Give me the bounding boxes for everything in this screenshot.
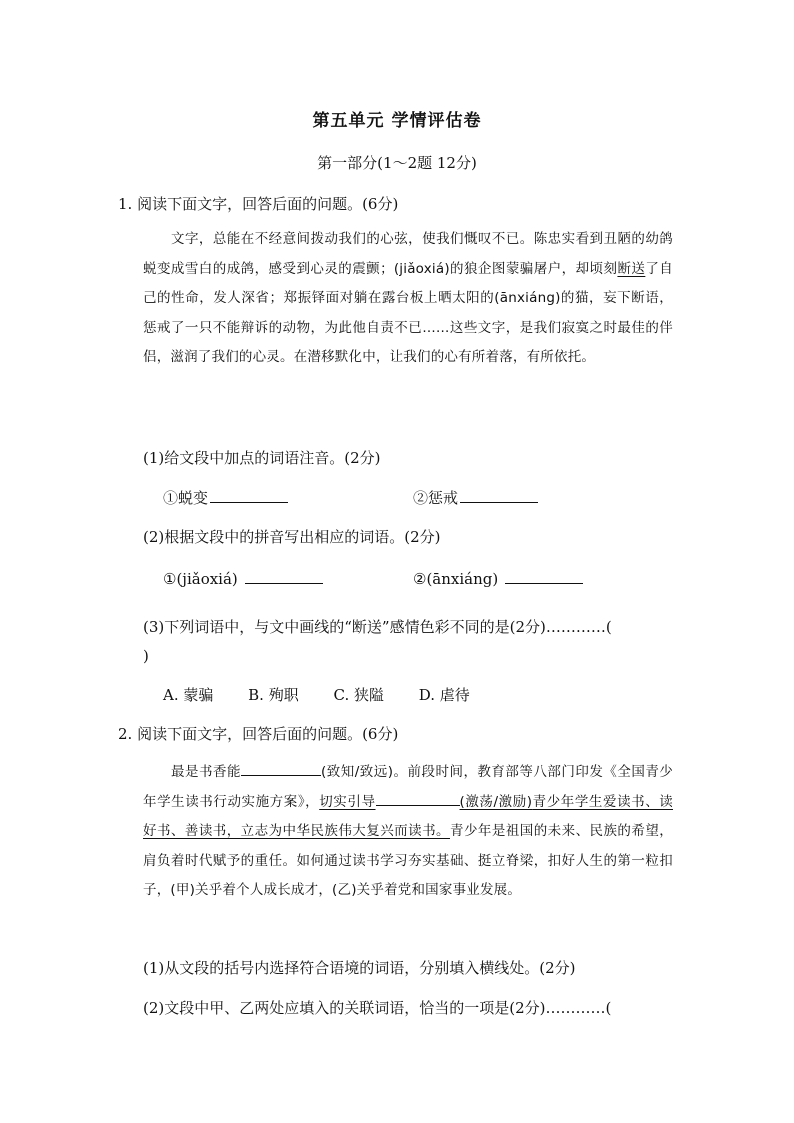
passage-text: 文字，总能在不经意间拨动我们的心弦，使我们慨叹不已。陈忠实看到丑陋的幼鸽蜕变成雪白的成鸽，感受到心灵的震颤；(jiǎoxiá)的狼企图蒙骗屠户，却顷刻 (143, 231, 673, 277)
question-1-stem: 1. 阅读下面文字，回答后面的问题。(6分) (118, 195, 399, 213)
q1-sub2-prompt: (2)根据文段中的拼音写出相应的词语。(2分) (143, 528, 441, 546)
option-d[interactable]: D. 虐待 (418, 686, 470, 704)
fill-blank-2[interactable] (376, 791, 460, 806)
passage-paragraph (143, 758, 673, 906)
q1-sub1-item2 (413, 487, 538, 508)
q1-sub3-close-paren: ) (143, 647, 149, 665)
answer-blank[interactable] (210, 487, 288, 503)
underlined-phrase: 切实引导 (319, 793, 376, 810)
answer-blank[interactable] (245, 568, 323, 584)
part-heading: 第一部分(1～2题 12分) (317, 154, 477, 172)
option-b[interactable]: B. 殉职 (248, 686, 299, 704)
item-label: ①(jiǎoxiá) (163, 570, 238, 588)
passage-text: 最是书香能 (171, 764, 241, 780)
question-2-passage (143, 758, 673, 906)
answer-blank[interactable] (460, 487, 538, 503)
passage-text: 青少年是祖国的未来、民族的希望，肩负着时代赋予的重任。如何通过读书学习夯实基础、挺立脊梁，扣好人生的第一粒扣子，(甲)关乎着个人成长成才，(乙)关乎着党和国家事业发展。 (143, 823, 673, 898)
q2-sub2-prompt: (2)文段中甲、乙两处应填入的关联词语，恰当的一项是(2分)…………( (143, 999, 612, 1017)
q1-sub3-options (163, 684, 500, 705)
q1-sub2-item2 (413, 568, 583, 588)
item-label: ①蜕变 (163, 489, 209, 507)
underlined-phrase: (激荡/激励) (459, 793, 533, 810)
q1-sub2-item1 (163, 568, 323, 588)
page-title: 第五单元 学情评估卷 (312, 111, 482, 131)
underlined-word-duansong: 断送 (617, 260, 646, 277)
question-2-stem: 2. 阅读下面文字，回答后面的问题。(6分) (118, 725, 399, 743)
q1-sub1-prompt: (1)给文段中加点的词语注音。(2分) (143, 449, 381, 467)
q2-sub1-prompt: (1)从文段的括号内选择符合语境的词语，分别填入横线处。(2分) (143, 959, 576, 977)
option-c[interactable]: C. 狭隘 (333, 686, 384, 704)
item-label: ②(ānxiáng) (413, 570, 499, 588)
answer-blank[interactable] (505, 568, 583, 584)
q1-sub1-item1 (163, 487, 288, 508)
passage-text: 了自己的性命，发人深省；郑振铎面对躺在露台板上晒太阳的(ānxiáng)的猫，妄下断语，惩戒了一只不能辩诉的动物，为此他自责不已……这些文字，是我们寂寞之时最佳的伴侣，滋润了我们的心灵。在潜移默化中，让我们的心有所着落，有所依托。 (143, 260, 673, 365)
fill-blank-1[interactable] (241, 761, 321, 776)
option-a[interactable]: A. 蒙骗 (163, 686, 214, 704)
q1-sub3-prompt: (3)下列词语中，与文中画线的“断送”感情色彩不同的是(2分)…………( (143, 618, 612, 636)
passage-text: (致知/致远)。前段时间，教育部等八部门印发《全国青少年学生读书行动实施方案》， (143, 764, 674, 810)
item-label: ②惩戒 (413, 489, 459, 507)
passage-paragraph (143, 225, 673, 373)
underlined-sentence: 青少年学生爱读书、读好书、善读书，立志为中华民族伟大复兴而读书。 (143, 793, 673, 839)
question-1-passage (143, 225, 673, 373)
